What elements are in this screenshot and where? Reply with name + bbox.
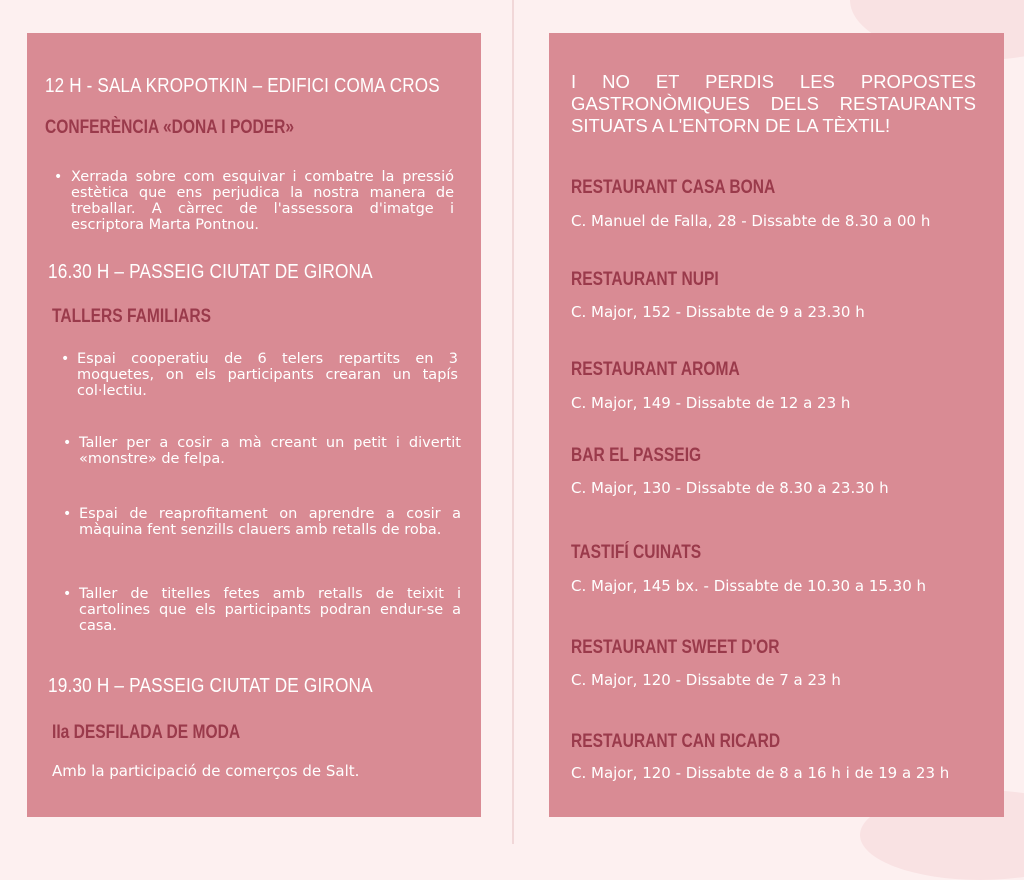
block3-text: Amb la participació de comerços de Salt. [52, 762, 360, 780]
restaurant-name: RESTAURANT AROMA [571, 359, 740, 380]
restaurant-info: C. Major, 145 bx. - Dissabte de 10.30 a 15.30 h [571, 577, 927, 595]
bullet-dot: • [54, 169, 63, 185]
block1-heading: 12 H - SALA KROPOTKIN – EDIFICI COMA CROS [45, 75, 440, 97]
block2-bullet-2: Taller per a cosir a mà creant un petit i divertit «monstre» de felpa. [79, 435, 461, 467]
restaurant-info: C. Major, 130 - Dissabte de 8.30 a 23.30 h [571, 479, 889, 497]
block2-bullet-4: Taller de titelles fetes amb retalls de teixit i cartolines que els participants podran endur-se a casa. [79, 586, 461, 634]
restaurant-name: RESTAURANT SWEET D'OR [571, 637, 780, 658]
restaurant-name: RESTAURANT NUPI [571, 269, 719, 290]
bullet-dot: • [63, 506, 72, 522]
restaurant-name: RESTAURANT CAN RICARD [571, 731, 781, 752]
block2-bullet-3: Espai de reaprofitament on aprendre a cosir a màquina fent senzills clauers amb retalls de roba. [79, 506, 461, 538]
block3-subheading: IIa DESFILADA DE MODA [52, 722, 241, 743]
program-panel [27, 33, 481, 817]
restaurants-intro: I NO ET PERDIS LES PROPOSTES GASTRONÒMIQUES DELS RESTAURANTS SITUATS A L'ENTORN DE LA TÈXTIL! [571, 71, 976, 136]
restaurant-info: C. Major, 152 - Dissabte de 9 a 23.30 h [571, 303, 865, 321]
block2-subheading: TALLERS FAMILIARS [52, 306, 211, 327]
restaurants-panel [549, 33, 1004, 817]
restaurant-info: C. Manuel de Falla, 28 - Dissabte de 8.30 a 00 h [571, 212, 931, 230]
restaurant-name: TASTIFÍ CUINATS [571, 542, 702, 563]
bullet-dot: • [63, 435, 72, 451]
block1-subheading: CONFERÈNCIA «DONA I PODER» [45, 117, 295, 138]
restaurant-info: C. Major, 149 - Dissabte de 12 a 23 h [571, 394, 851, 412]
bullet-dot: • [61, 351, 70, 367]
block2-heading: 16.30 H – PASSEIG CIUTAT DE GIRONA [48, 261, 373, 283]
block1-bullet-1: Xerrada sobre com esquivar i combatre la pressió estètica que ens perjudica la nostra manera de treballar. A càrrec de l'assessora d'imatge i escriptora Marta Pontnou. [71, 169, 454, 233]
bullet-dot: • [63, 586, 72, 602]
page-fold-line [512, 0, 514, 844]
restaurant-info: C. Major, 120 - Dissabte de 7 a 23 h [571, 671, 841, 689]
block2-bullet-1: Espai cooperatiu de 6 telers repartits en 3 moquetes, on els participants crearan un tapís col·lectiu. [77, 351, 458, 399]
restaurant-info: C. Major, 120 - Dissabte de 8 a 16 h i de 19 a 23 h [571, 764, 950, 782]
block3-heading: 19.30 H – PASSEIG CIUTAT DE GIRONA [48, 675, 373, 697]
restaurant-name: BAR EL PASSEIG [571, 445, 702, 466]
restaurant-name: RESTAURANT CASA BONA [571, 177, 776, 198]
